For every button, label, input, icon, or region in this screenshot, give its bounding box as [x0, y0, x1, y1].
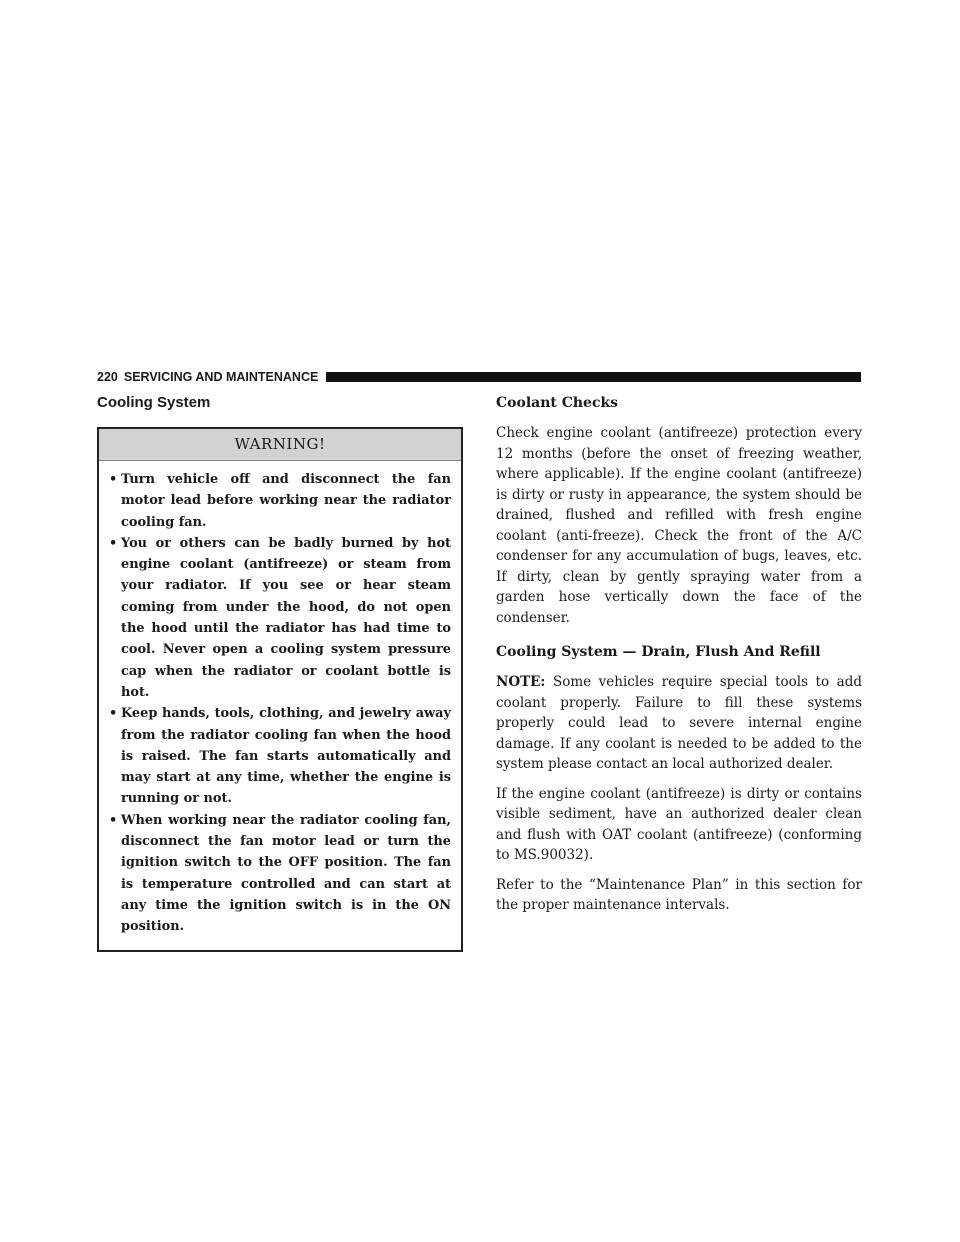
- warning-item-text: When working near the radiator cooling fan, disconnect the fan motor lead or turn the ignition switch to the OFF position. The fan is temperature controlled and can start at any time the ignition switch is in the ON position.: [121, 812, 451, 935]
- warning-item-text: Keep hands, tools, clothing, and jewelry away from the radiator cooling fan when the hood is raised. The fan starts automatically and may start at any time, whether the engine is running or not.: [121, 706, 451, 807]
- warning-item-text: Turn vehicle off and disconnect the fan motor lead before working near the radiator cooling fan.: [121, 472, 451, 530]
- warning-item: [109, 533, 451, 703]
- left-column: [97, 393, 463, 952]
- note-paragraph: [496, 672, 862, 775]
- warning-item: [109, 703, 451, 809]
- warning-title: WARNING!: [99, 429, 461, 461]
- note-label: NOTE:: [496, 674, 546, 690]
- bullet-icon: •: [109, 812, 118, 828]
- warning-box: [97, 427, 463, 952]
- warning-item: [109, 469, 451, 533]
- bullet-icon: •: [109, 706, 118, 722]
- section-title: Cooling System: [97, 394, 211, 411]
- coolant-checks-heading: Coolant Checks: [496, 395, 619, 411]
- maintenance-plan-paragraph: Refer to the “Maintenance Plan” in this section for the proper maintenance intervals.: [496, 876, 862, 913]
- page-number: 220: [97, 370, 118, 384]
- bullet-icon: •: [109, 535, 118, 551]
- warning-item-text: You or others can be badly burned by hot engine coolant (antifreeze) or steam from your radiator. If you see or hear steam coming from under the hood, do not open the hood until the radiator has had time to cool. Never open a cooling system pressure cap when the radiator or coolant bottle is hot.: [121, 535, 451, 700]
- right-column: [496, 393, 862, 925]
- note-text: Some vehicles require special tools to add coolant properly. Failure to fill these systems properly could lead to severe internal engine damage. If any coolant is needed to be added to the system please contact an local authorized dealer.: [496, 674, 862, 772]
- coolant-checks-body: Check engine coolant (antifreeze) protection every 12 months (before the onset of freezing weather, where applicable). If the engine coolant (antifreeze) is dirty or rusty in appearance, the system should be drained, flushed and refilled with fresh engine coolant (anti-freeze). Check the front of the A/C condenser for any accumulation of bugs, leaves, etc. If dirty, clean by gently spraying water from a garden hose vertically down the face of the condenser.: [496, 425, 862, 626]
- warning-item: [109, 810, 451, 938]
- warning-list: [99, 461, 461, 950]
- bullet-icon: •: [109, 472, 118, 487]
- drain-flush-heading: Cooling System — Drain, Flush And Refill: [496, 644, 821, 660]
- section-name: SERVICING AND MAINTENANCE: [123, 370, 319, 384]
- header-rule: [326, 372, 861, 382]
- sediment-paragraph: If the engine coolant (antifreeze) is dirty or contains visible sediment, have an authorized dealer clean and flush with OAT coolant (antifreeze) (conforming to MS.90032).: [496, 785, 862, 863]
- page-header: [97, 370, 861, 384]
